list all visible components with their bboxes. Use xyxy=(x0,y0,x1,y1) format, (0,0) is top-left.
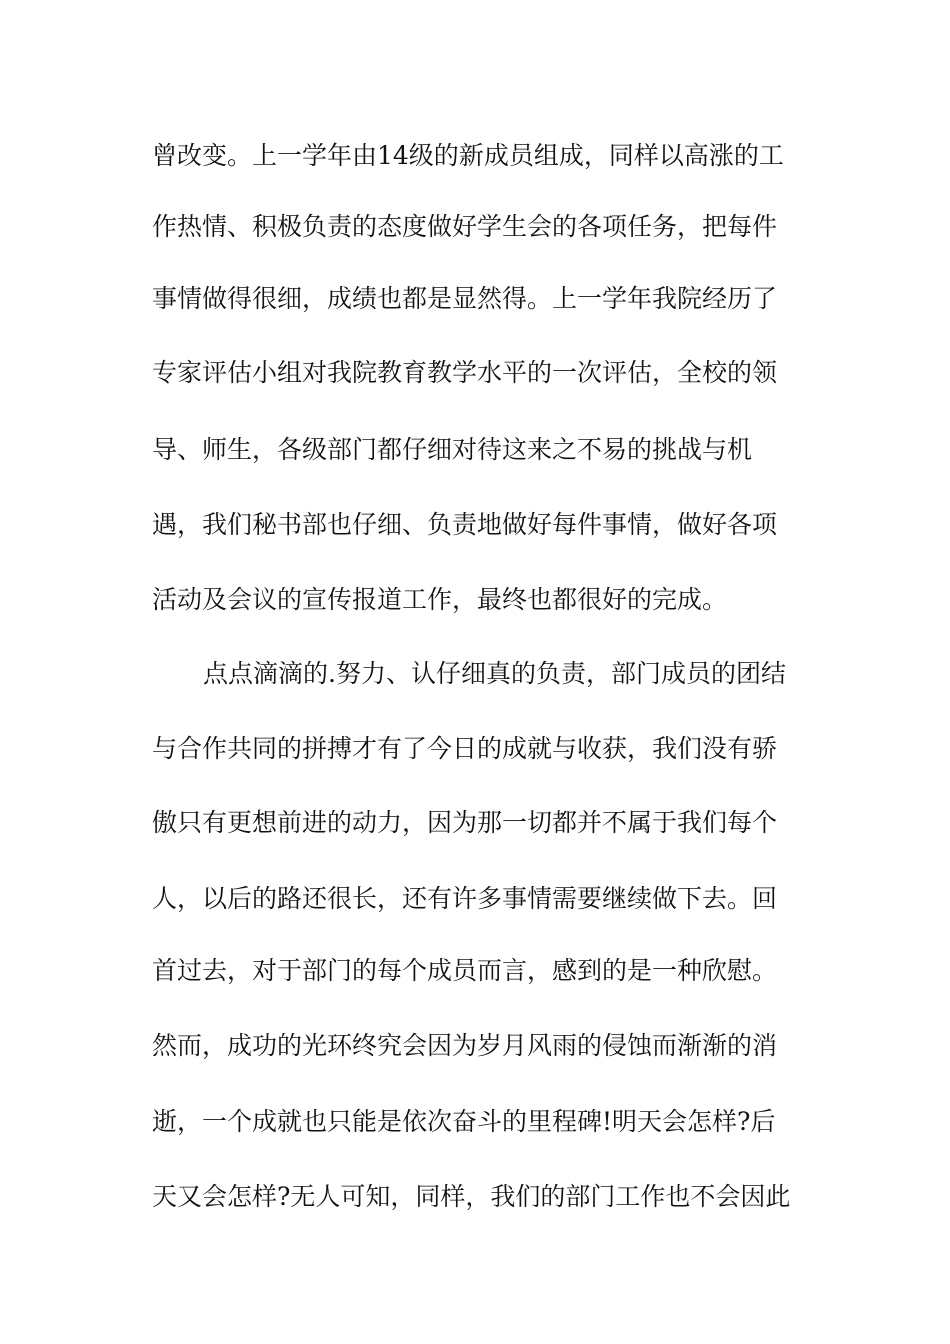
text-line-2: 作热情、积极负责的态度做好学生会的各项任务，把每件 xyxy=(152,212,778,241)
text-line-12: 首过去，对于部门的每个成员而言，感到的是一种欣慰。 xyxy=(152,956,778,985)
text-line-7: 活动及会议的宣传报道工作，最终也都很好的完成。 xyxy=(152,585,728,614)
text-line-5: 导、师生，各级部门都仔细对待这来之不易的挑战与机 xyxy=(152,435,753,464)
text-line-10: 傲只有更想前进的动力，因为那一切都并不属于我们每个 xyxy=(152,808,778,837)
text-line-13: 然而，成功的光环终究会因为岁月风雨的侵蚀而渐渐的消 xyxy=(152,1031,778,1060)
text-line-15: 天又会怎样?无人可知，同样，我们的部门工作也不会因此 xyxy=(152,1182,791,1211)
paragraph-start-line: 点点滴滴的.努力、认仔细真的负责，部门成员的团结 xyxy=(203,659,786,688)
text-line-11: 人，以后的路还很长，还有许多事情需要继续做下去。回 xyxy=(152,884,778,913)
text-line-6: 遇，我们秘书部也仔细、负责地做好每件事情，做好各项 xyxy=(152,510,778,539)
text-line-1: 曾改变。上一学年由14级的新成员组成，同样以高涨的工 xyxy=(152,141,784,170)
text-line-3: 事情做得很细，成绩也都是显然得。上一学年我院经历了 xyxy=(152,284,778,313)
text-line-4: 专家评估小组对我院教育教学水平的一次评估，全校的领 xyxy=(152,358,778,387)
text-line-14: 逝，一个成就也只能是依次奋斗的里程碑!明天会怎样?后 xyxy=(152,1107,776,1136)
text-line-9: 与合作共同的拼搏才有了今日的成就与收获，我们没有骄 xyxy=(152,734,778,763)
